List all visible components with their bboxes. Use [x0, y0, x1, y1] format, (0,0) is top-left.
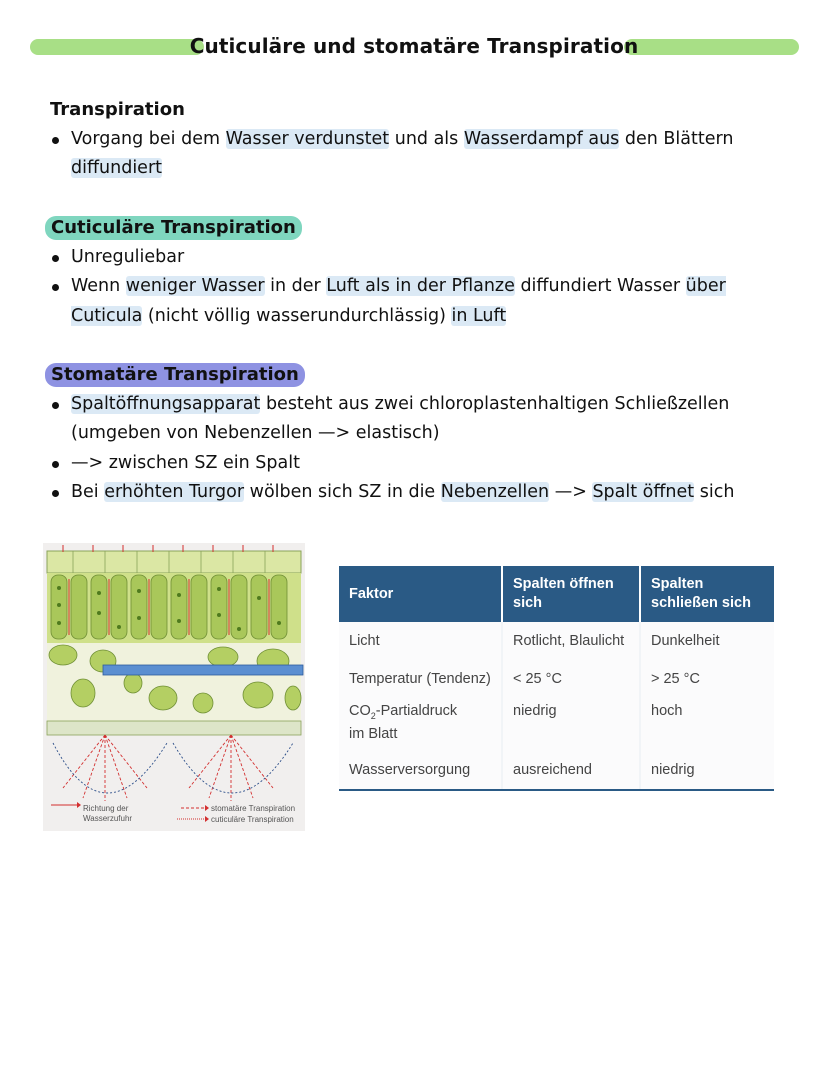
col-header-factor: Faktor — [339, 566, 502, 622]
stomata-factor-table — [339, 566, 774, 791]
col-header-open: Spalten öffnen sich — [502, 566, 640, 622]
list-item: Unreguliebar — [50, 243, 790, 272]
table-row — [339, 622, 774, 656]
cell-factor: Licht — [339, 622, 502, 656]
transpiration-list — [50, 125, 790, 184]
leaf-illustration — [43, 543, 305, 831]
list-item: Vorgang bei dem Wasser verdunstet und als Wasserdampf aus den Blättern diffundiert — [50, 125, 790, 184]
leaf-cross-section-diagram — [43, 543, 305, 831]
col-header-close: Spalten schließen sich — [640, 566, 774, 622]
list-item: Bei erhöhten Turgor wölben sich SZ in die Nebenzellen —> Spalt öffnet sich — [50, 478, 790, 507]
table-row — [339, 749, 774, 790]
section-heading-transpiration: Transpiration — [50, 99, 185, 120]
cell-open: ausreichend — [502, 749, 640, 790]
table-row — [339, 694, 774, 749]
list-item: —> zwischen SZ ein Spalt — [50, 449, 790, 478]
cell-close: > 25 °C — [640, 656, 774, 694]
cell-close: Dunkelheit — [640, 622, 774, 656]
cell-factor: $CO_2$-Partialdruck im Blatt — [339, 694, 502, 749]
cell-close: hoch — [640, 694, 774, 749]
cuticular-list — [50, 243, 790, 331]
page-title: Cuticuläre und stomatäre Transpiration — [189, 34, 639, 58]
cell-open: niedrig — [502, 694, 640, 749]
legend-water-supply-line1: Richtung der — [83, 804, 129, 813]
stomatal-list — [50, 390, 790, 507]
cell-open: < 25 °C — [502, 656, 640, 694]
section-heading-cuticular: Cuticuläre Transpiration — [45, 216, 302, 240]
legend-cuticular: cuticuläre Transpiration — [211, 815, 294, 824]
cell-factor: Temperatur (Tendenz) — [339, 656, 502, 694]
list-item: Wenn weniger Wasser in der Luft als in der Pflanze diffundiert Wasser über Cuticula (nicht völlig wasserundurchlässig) in Luft — [50, 272, 790, 331]
list-item: Spaltöffnungsapparat besteht aus zwei chloroplastenhaltigen Schließzellen (umgeben von Nebenzellen —> elastisch) — [50, 390, 790, 449]
cell-close: niedrig — [640, 749, 774, 790]
cell-factor: Wasserversorgung — [339, 749, 502, 790]
section-heading-stomatal: Stomatäre Transpiration — [45, 363, 305, 387]
table-row — [339, 656, 774, 694]
cell-open: Rotlicht, Blaulicht — [502, 622, 640, 656]
table-header-row — [339, 566, 774, 622]
legend-water-supply-line2: Wasserzufuhr — [83, 814, 133, 823]
legend-stomatal: stomatäre Transpiration — [211, 804, 296, 813]
